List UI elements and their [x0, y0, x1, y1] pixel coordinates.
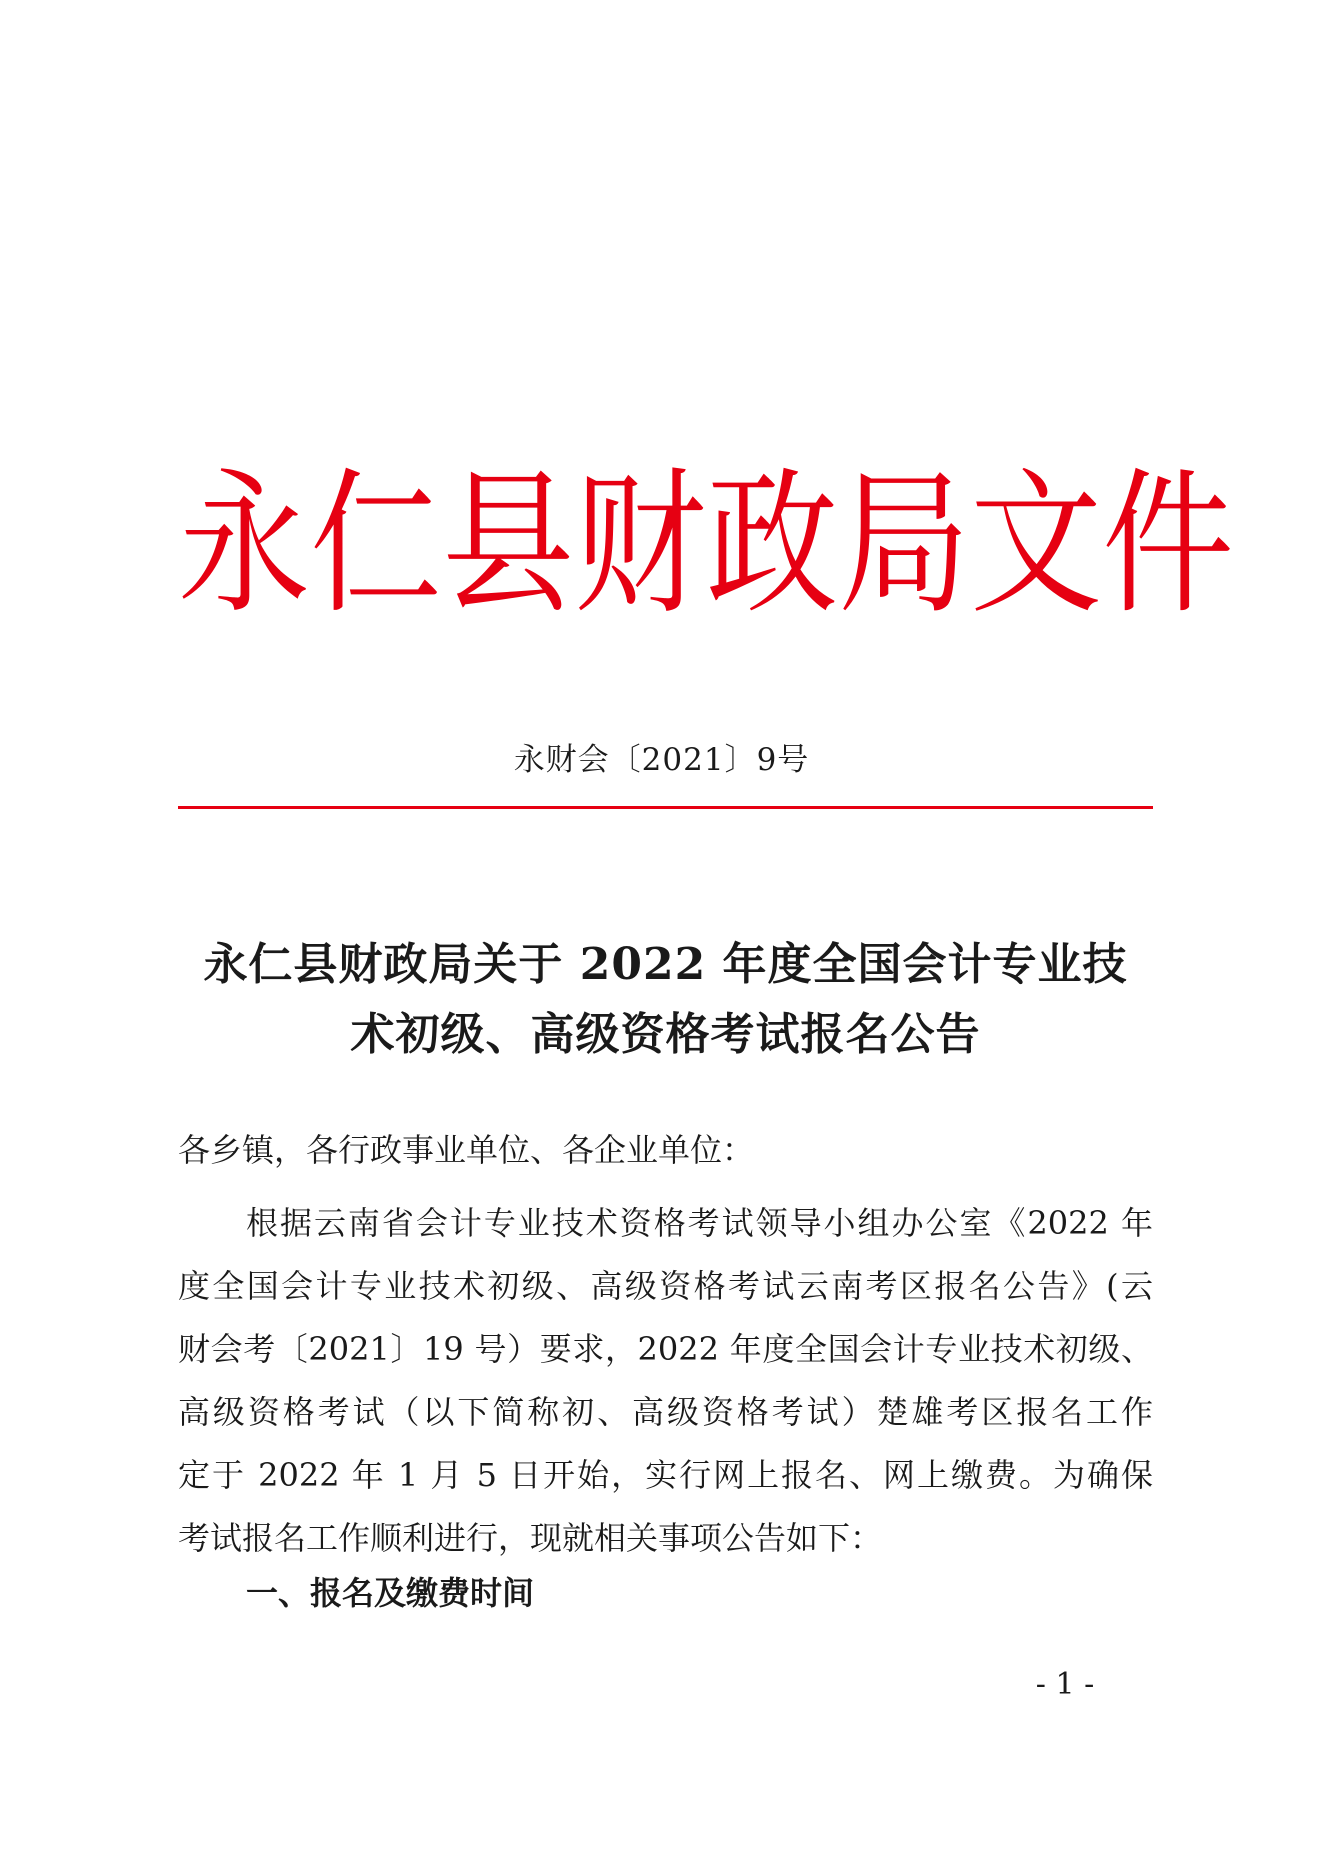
title-line-2: 术初级、高级资格考试报名公告	[350, 1009, 981, 1060]
paragraph-line: 度全国会计专业技术初级、高级资格考试云南考区报名公告》(云	[178, 1267, 1153, 1305]
masthead-char: 件	[1102, 454, 1234, 636]
masthead-char: 仁	[310, 454, 442, 636]
paragraph-line: 财会考〔2021〕19 号）要求，2022 年度全国会计专业技术初级、	[178, 1330, 1153, 1368]
paragraph-line: 根据云南省会计专业技术资格考试领导小组办公室《2022 年	[246, 1204, 1153, 1242]
masthead	[178, 454, 1234, 636]
paragraph-line: 定于 2022 年 1 月 5 日开始，实行网上报名、网上缴费。为确保	[178, 1456, 1153, 1494]
masthead-char: 永	[178, 454, 310, 636]
title-line-1: 永仁县财政局关于 2022 年度全国会计专业技	[203, 939, 1128, 990]
salutation: 各乡镇，各行政事业单位、各企业单位：	[178, 1131, 755, 1169]
masthead-char: 财	[574, 454, 706, 636]
masthead-char: 县	[442, 454, 574, 636]
masthead-char: 文	[970, 454, 1102, 636]
document-number: 永财会〔2021〕9号	[513, 742, 810, 778]
section-heading: 一、报名及缴费时间	[246, 1574, 535, 1612]
red-divider-rule	[178, 806, 1153, 809]
paragraph-line: 考试报名工作顺利进行，现就相关事项公告如下：	[178, 1519, 883, 1557]
page-number: - 1 -	[1035, 1667, 1095, 1702]
masthead-char: 局	[838, 454, 970, 636]
document-title	[178, 930, 1153, 1070]
body-paragraph	[178, 1192, 1153, 1570]
masthead-char: 政	[706, 454, 838, 636]
paragraph-line: 高级资格考试（以下简称初、高级资格考试）楚雄考区报名工作	[178, 1393, 1153, 1431]
